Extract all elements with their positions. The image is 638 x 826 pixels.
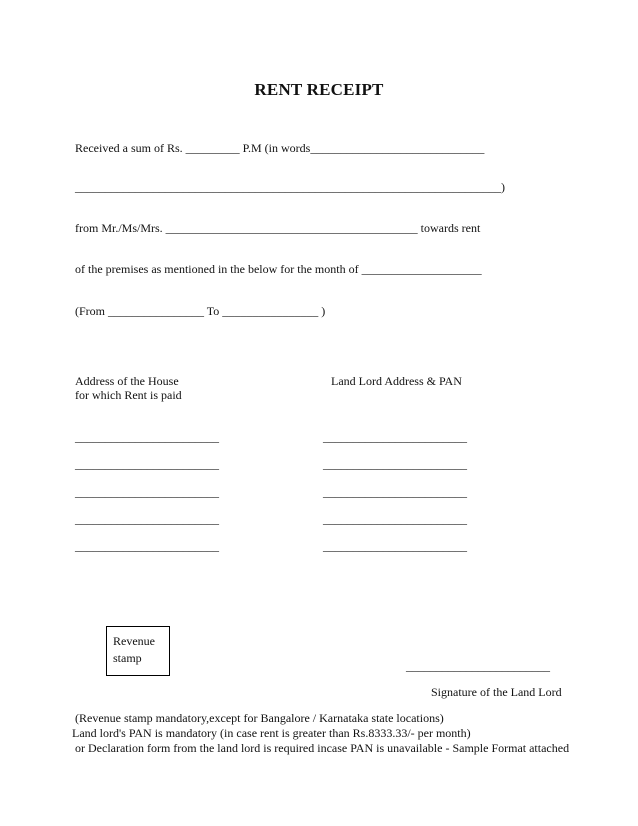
revenue-stamp-label-line-2: stamp <box>113 651 142 665</box>
house-address-blank-line: ________________________ <box>75 485 219 499</box>
landlord-address-blank-line: ________________________ <box>323 430 467 444</box>
declaration-form-note: or Declaration form from the land lord is required incase PAN is unavailable - Sample Format attached <box>72 741 570 755</box>
received-sum-line: Received a sum of Rs. _________ P.M (in words_____________________________ <box>75 141 485 155</box>
house-address-blank-line: ________________________ <box>75 512 219 526</box>
rent-period-line: (From ________________ To ________________ ) <box>75 304 326 318</box>
revenue-stamp-note: (Revenue stamp mandatory,except for Bangalore / Karnataka state locations) <box>75 711 444 725</box>
landlord-address-blank-line: ________________________ <box>323 512 467 526</box>
house-address-blank-line: ________________________ <box>75 539 219 553</box>
landlord-address-pan-label: Land Lord Address & PAN <box>331 374 462 388</box>
house-address-label-cont: for which Rent is paid <box>75 388 182 402</box>
pan-mandatory-note: Land lord's PAN is mandatory (in case rent is greater than Rs.8333.33/- per month) <box>72 726 471 740</box>
house-address-blank-line: ________________________ <box>75 457 219 471</box>
amount-in-words-continuation-line: _______________________________________________________________________) <box>75 180 505 194</box>
house-address-label: Address of the House <box>75 374 179 388</box>
landlord-address-blank-line: ________________________ <box>323 457 467 471</box>
premises-month-line: of the premises as mentioned in the below for the month of ____________________ <box>75 262 482 276</box>
landlord-address-blank-line: ________________________ <box>323 539 467 553</box>
revenue-stamp-box <box>106 626 170 676</box>
document-title: RENT RECEIPT <box>254 80 384 99</box>
revenue-stamp-label-line-1: Revenue <box>113 634 155 648</box>
from-tenant-line: from Mr./Ms/Mrs. __________________________________________ towards rent <box>75 221 481 235</box>
revenue-stamp-label <box>113 633 155 667</box>
landlord-address-blank-line: ________________________ <box>323 485 467 499</box>
house-address-blank-line: ________________________ <box>75 430 219 444</box>
signature-label: Signature of the Land Lord <box>431 685 562 699</box>
signature-line: ________________________ <box>406 659 550 673</box>
